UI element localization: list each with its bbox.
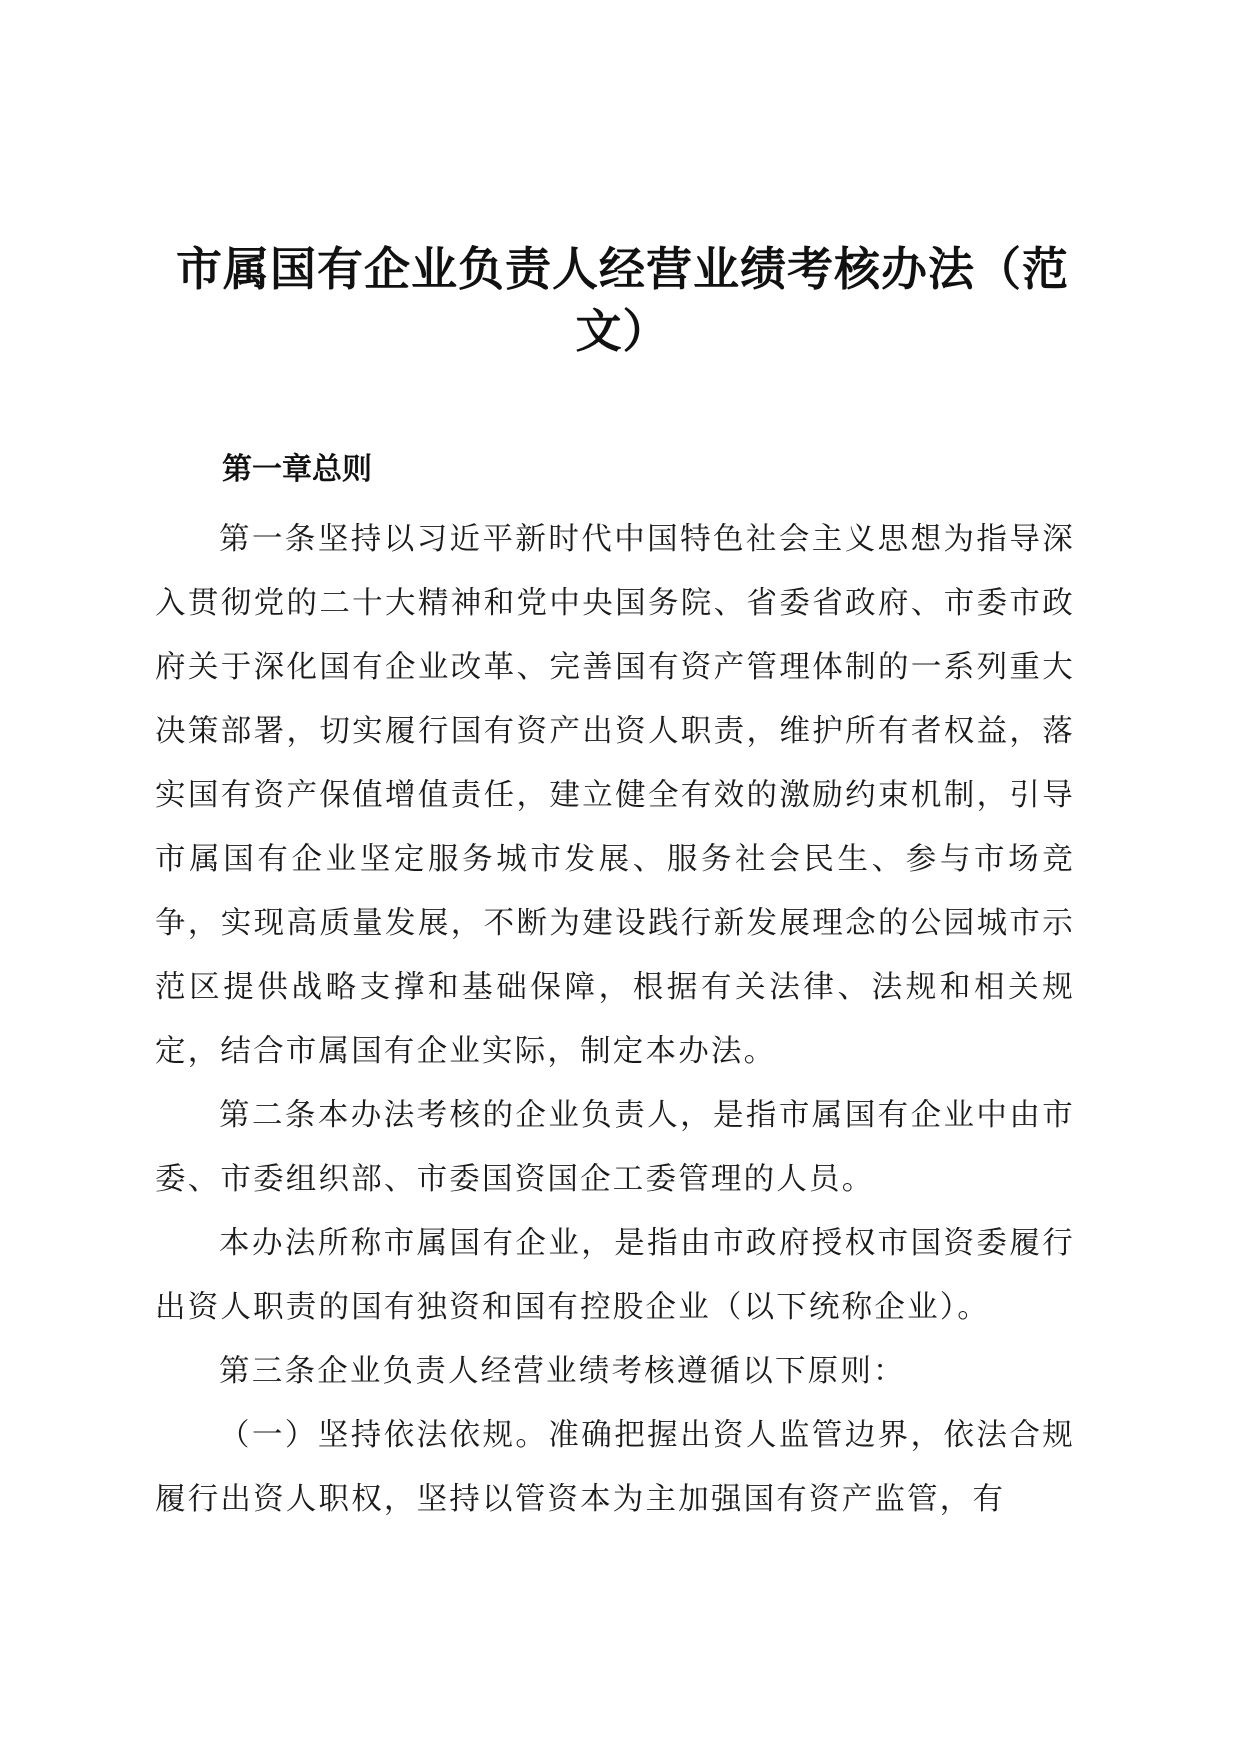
paragraph-article-1: 第一条坚持以习近平新时代中国特色社会主义思想为指导深入贯彻党的二十大精神和党中央国务院、省委省政府、市委市政府关于深化国有企业改革、完善国有资产管理体制的一系列重大决策部署，切实履行国有资产出资人职责，维护所有者权益，落实国有资产保值增值责任，建立健全有效的激励约束机制，引导市属国有企业坚定服务城市发展、服务社会民生、参与市场竞争，实现高质量发展，不断为建设践行新发展理念的公园城市示范区提供战略支撑和基础保障，根据有关法律、法规和相关规定，结合市属国有企业实际，制定本办法。 [155,522,1075,1069]
paragraph-article-3: 第三条企业负责人经营业绩考核遵循以下原则： [219,1354,906,1389]
paragraph-definition: 本办法所称市属国有企业，是指由市政府授权市国资委履行出资人职责的国有独资和国有控股企业（以下统称企业）。 [155,1226,1075,1325]
chapter-heading: 第一章总则 [222,452,372,487]
document-body [155,508,1075,1532]
paragraph-principle-1: （一）坚持依法依规。准确把握出资人监管边界，依法合规履行出资人职权，坚持以管资本为主加强国有资产监管，有 [155,1418,1075,1517]
document-title: 市属国有企业负责人经营业绩考核办法（范文） [176,242,1069,358]
paragraph-article-2: 第二条本办法考核的企业负责人，是指市属国有企业中由市委、市委组织部、市委国资国企工委管理的人员。 [155,1098,1075,1197]
